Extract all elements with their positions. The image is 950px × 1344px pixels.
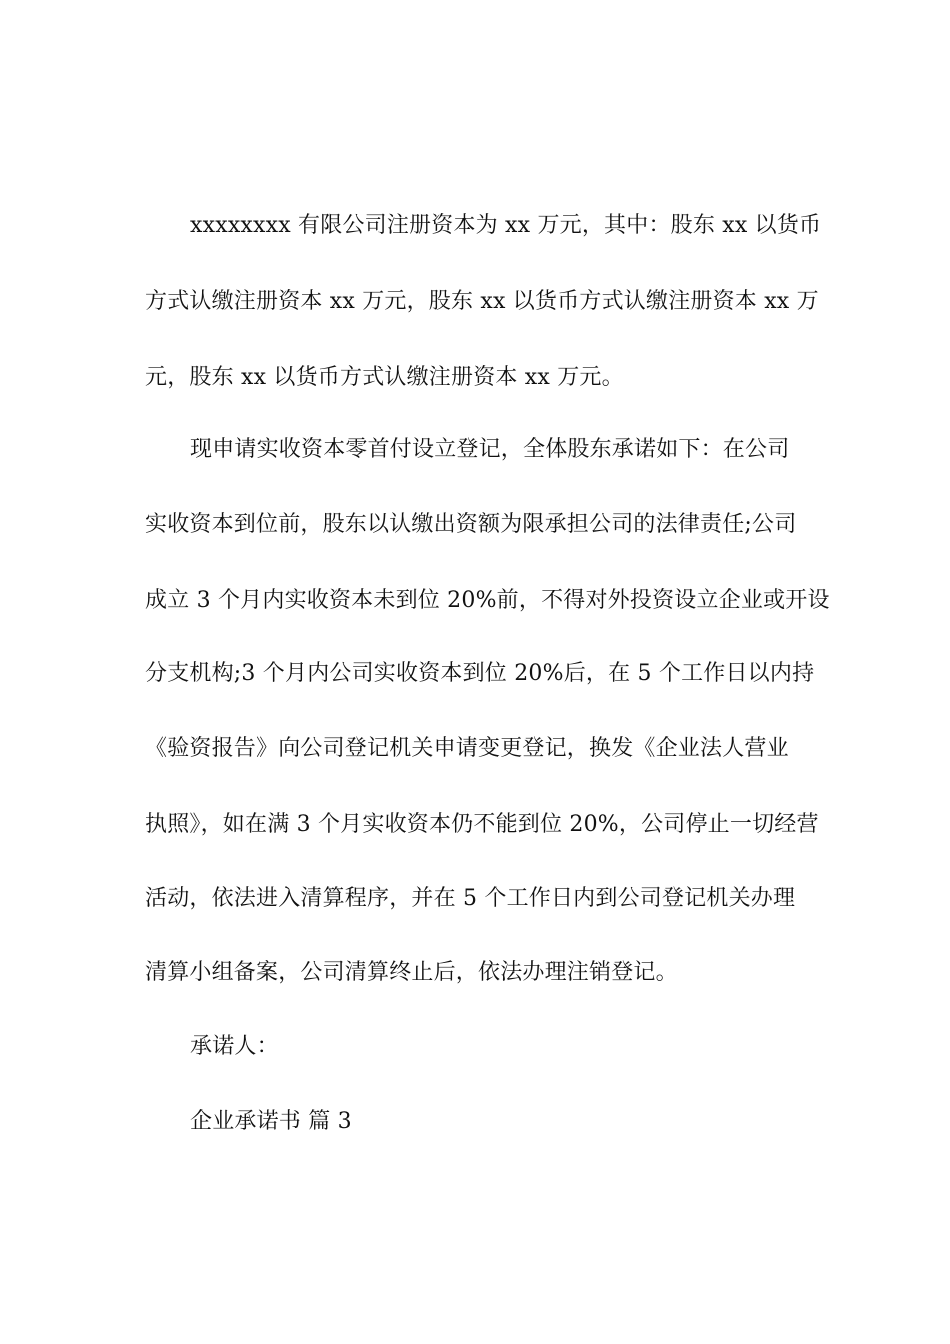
paragraph-2-line-1: 现申请实收资本零首付设立登记，全体股东承诺如下：在公司	[190, 437, 790, 462]
paragraph-2-line-7: 活动，依法进入清算程序，并在 5 个工作日内到公司登记机关办理	[145, 886, 796, 911]
paragraph-2-line-4: 分支机构;3 个月内公司实收资本到位 20%后，在 5 个工作日以内持	[145, 661, 815, 686]
promisor-label: 承诺人：	[190, 1034, 279, 1059]
paragraph-2-line-2: 实收资本到位前，股东以认缴出资额为限承担公司的法律责任;公司	[145, 512, 797, 537]
paragraph-2-line-8: 清算小组备案，公司清算终止后，依法办理注销登记。	[145, 960, 678, 985]
paragraph-1-line-1: xxxxxxxx 有限公司注册资本为 xx 万元，其中：股东 xx 以货币	[190, 213, 822, 238]
paragraph-2-line-6: 执照》，如在满 3 个月实收资本仍不能到位 20%，公司停止一切经营	[145, 812, 819, 837]
section-heading: 企业承诺书 篇 3	[190, 1109, 352, 1134]
paragraph-1-line-2: 方式认缴注册资本 xx 万元，股东 xx 以货币方式认缴注册资本 xx 万	[145, 289, 819, 314]
paragraph-2-line-5: 《验资报告》向公司登记机关申请变更登记，换发《企业法人营业	[145, 736, 789, 761]
paragraph-2-line-3: 成立 3 个月内实收资本未到位 20%前，不得对外投资设立企业或开设	[145, 588, 830, 613]
paragraph-1-line-3: 元，股东 xx 以货币方式认缴注册资本 xx 万元。	[145, 365, 624, 390]
